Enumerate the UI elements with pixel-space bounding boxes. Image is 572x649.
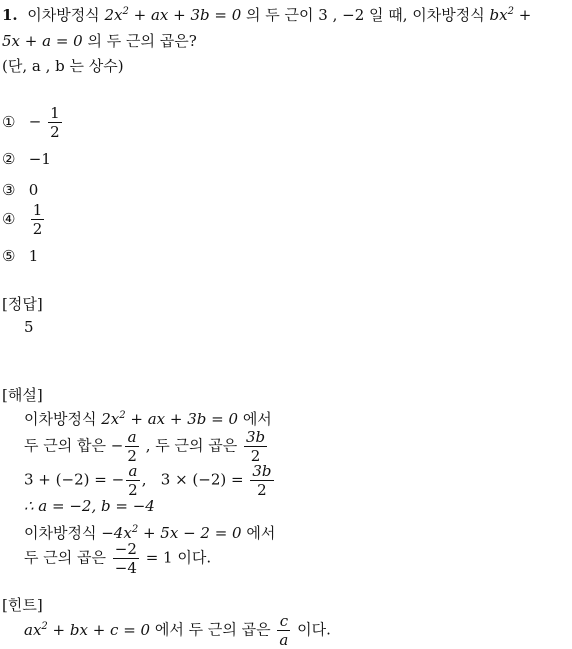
answer-value: 5 (24, 318, 34, 336)
equation-2b: 5x + a = 0 (2, 32, 83, 50)
explanation-line-2-b: , 두 근의 곱은 (145, 436, 238, 455)
explanation-line-6 (24, 540, 211, 577)
explanation-line-2: 두 근의 합은 − $\frac{a}{2}$ , 두 근의 곱은 $\frac{3b}{2}$ (24, 428, 266, 465)
explanation-line-6-a: 두 근의 곱은 (24, 548, 106, 567)
choice-2-value: −1 (28, 150, 51, 168)
hint-fraction: $\frac{c}{a}$ (279, 612, 289, 649)
choice-4-denominator: 2 (32, 220, 43, 238)
choice-4-numerator: 1 (32, 201, 43, 219)
explanation-line-4: ∴ a = −2, b = −4 (24, 497, 155, 515)
explanation-line-6-b: = 1 이다. (145, 548, 212, 567)
question-text-1: 이차방정식 (27, 6, 100, 24)
question-note: (단, a , b 는 상수) (2, 57, 124, 75)
explanation-line-3-b: 3 × (−2) = (160, 470, 244, 489)
choice-1-fraction (48, 104, 62, 141)
product-fraction-2: $\frac{3b}{2}$ (252, 462, 272, 499)
choice-4[interactable] (2, 201, 46, 238)
question-line-2 (2, 30, 197, 51)
question-text-2: 의 두 근이 3 , −2 일 때, 이차방정식 (246, 6, 485, 24)
choice-3-number: ③ (2, 181, 16, 199)
choice-3-value: 0 (28, 181, 39, 199)
answer-heading: [정답] (2, 295, 43, 313)
choice-1-sign: − (28, 112, 42, 131)
explanation-heading: [해설] (2, 386, 43, 404)
hint-text-b: 이다. (297, 620, 331, 639)
question-text-3: 의 두 근의 곱은? (87, 32, 197, 50)
choice-1-numerator: 1 (50, 104, 60, 122)
explanation-line-3-a: 3 + (−2) = − (24, 470, 125, 489)
choice-2[interactable] (2, 150, 51, 168)
choice-5-value: 1 (28, 247, 39, 265)
explanation-line-2-a: 두 근의 합은 (24, 436, 106, 455)
explanation-line-5-text: 이차방정식 (24, 524, 97, 542)
choice-1-number: ① (2, 112, 16, 131)
hint-heading: [힌트] (2, 596, 43, 614)
product-fraction: $\frac{3b}{2}$ (246, 428, 266, 465)
explanation-line-5-suffix: 에서 (246, 524, 276, 542)
explanation-line-1-suffix: 에서 (242, 410, 272, 428)
choice-5-number: ⑤ (2, 247, 16, 265)
final-fraction: $\frac{-2}{-4}$ (114, 540, 137, 577)
choice-1-denominator: 2 (50, 123, 60, 141)
choice-4-number: ④ (2, 209, 16, 228)
explanation-equation-1: $2x^2$ + ax + 3b = 0 (101, 410, 239, 428)
question-number: 1. (2, 6, 18, 24)
explanation-equation-2: $-4x^2 + 5x - 2 = 0$ (101, 524, 242, 542)
equation-2a: $bx^2$ + (489, 6, 532, 24)
explanation-line-1-text: 이차방정식 (24, 410, 97, 428)
sum-fraction-2: $\frac{a}{2}$ (128, 462, 138, 499)
equation-1: $2x^2$ + ax + 3b = 0 (104, 6, 242, 24)
hint-equation: $ax^2$ + bx + c = 0 (24, 620, 151, 639)
hint-line (24, 612, 331, 649)
explanation-line-1 (24, 408, 272, 429)
choice-5[interactable] (2, 247, 38, 265)
choice-3[interactable] (2, 181, 38, 199)
choice-2-number: ② (2, 150, 16, 168)
choice-1[interactable] (2, 104, 64, 141)
explanation-line-3: 3 + (−2) = − $\frac{a}{2}$ , 3 × (−2) = $\frac{3b}{2}$ (24, 462, 272, 499)
choice-4-fraction (31, 201, 45, 238)
hint-text-a: 에서 두 근의 곱은 (154, 620, 271, 639)
sum-fraction: $\frac{a}{2}$ (127, 428, 137, 465)
question-line-1 (2, 4, 531, 25)
